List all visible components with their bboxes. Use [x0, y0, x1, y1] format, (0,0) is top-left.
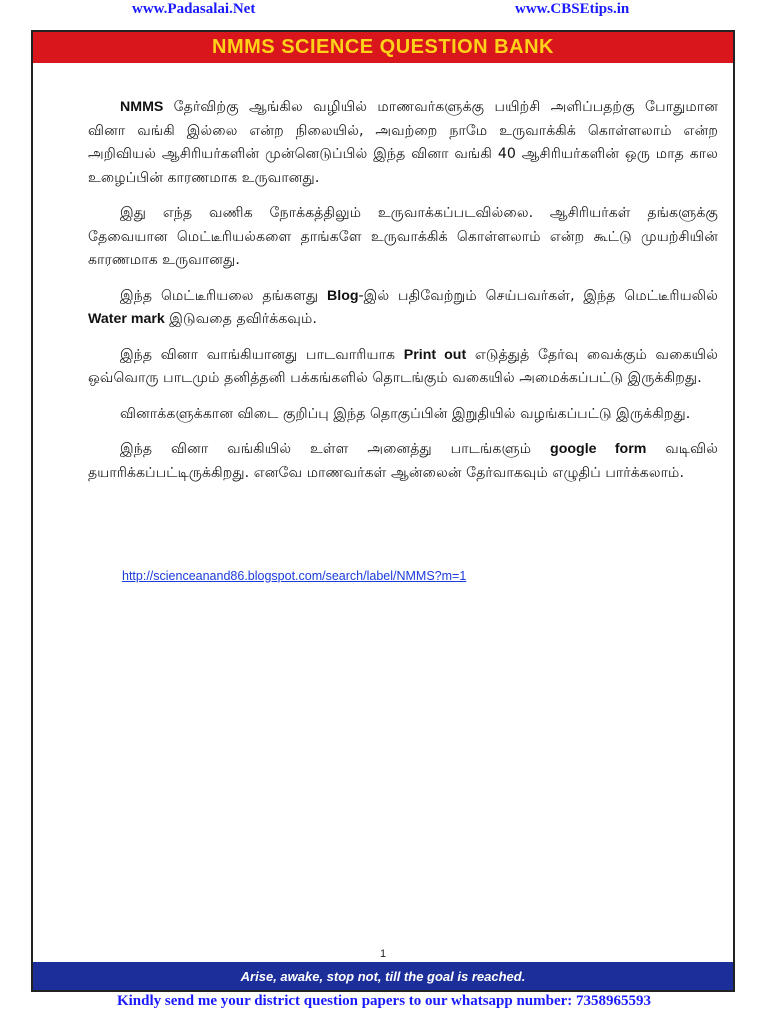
footer-motto: Arise, awake, stop not, till the goal is reached. — [240, 968, 526, 984]
paragraph-3: இந்த மெட்டீரியலை தங்களது Blog-இல் பதிவேற்றும் செய்பவர்கள், இந்த மெட்டீரியலில் Water mark இடுவதை தவிர்க்கவும். — [88, 287, 718, 327]
paragraph-5: வினாக்களுக்கான விடை குறிப்பு இந்த தொகுப்பின் இறுதியில் வழங்கப்பட்டு இருக்கிறது. — [120, 405, 691, 422]
blog-link[interactable]: http://scienceanand86.blogspot.com/search/label/NMMS?m=1 — [122, 569, 467, 583]
page-frame — [31, 30, 735, 992]
title-banner — [33, 32, 733, 66]
whatsapp-note: Kindly send me your district question papers to our whatsapp number: 7358965593 — [116, 993, 652, 1009]
paragraph-2: இது எந்த வணிக நோக்கத்திலும் உருவாக்கப்படவில்லை. ஆசிரியர்கள் தங்களுக்கு தேவையான மெட்டீரியல்களை தாங்களே உருவாக்கிக் கொள்ளலாம் என்ற கூட்டு முயற்சியின் காரணமாக உருவானது. — [88, 205, 718, 268]
intro-text — [88, 96, 718, 497]
paragraph-6: இந்த வினா வங்கியில் உள்ள அனைத்து பாடங்களும் google form வடிவில் தயாரிக்கப்பட்டிருக்கிறது. எனவே மாணவர்கள் ஆன்லைன் தேர்வாகவும் எழுதிப் பார்க்கலாம். — [88, 441, 719, 481]
paragraph-1: NMMS தேர்விற்கு ஆங்கில வழியில் மாணவர்களுக்கு பயிற்சி அளிப்பதற்கு போதுமான வினா வங்கி இல்லை என்ற நிலையில், அவற்றை நாமே உருவாக்கிக் கொள்ளலாம் என்ற அறிவியல் ஆசிரியர்களின் முன்னெடுப்பில் இந்த வினா வங்கி 40 ஆசிரியர்களின் ஒரு மாத கால உழைப்பின் காரணமாக உருவானது. — [88, 99, 718, 186]
paragraph-4: இந்த வினா வாங்கியானது பாடவாரியாக Print out எடுத்துத் தேர்வு வைக்கும் வகையில் ஒவ்வொரு பாடமும் தனித்தனி பக்கங்களில் தொடங்கும் வகையில் அமைக்கப்பட்டு இருக்கிறது. — [88, 346, 718, 386]
site-link-padasalai[interactable]: www.Padasalai.Net — [132, 1, 256, 17]
site-link-cbsetips[interactable]: www.CBSEtips.in — [515, 1, 630, 17]
page-number: 1 — [379, 948, 387, 960]
page-title: NMMS SCIENCE QUESTION BANK — [212, 36, 554, 58]
footer-banner — [33, 962, 733, 990]
